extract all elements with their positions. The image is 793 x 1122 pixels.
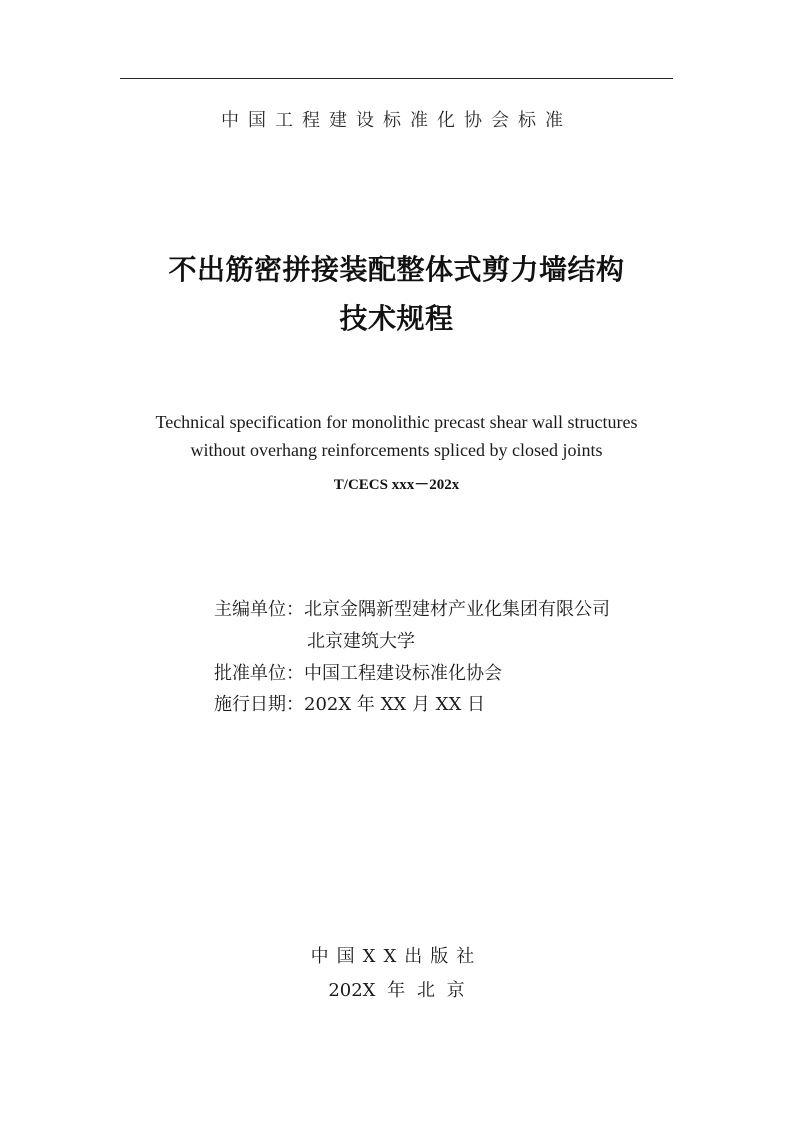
- chief-editor-value-2: 北京建筑大学: [307, 631, 415, 652]
- standard-code: T/CECS xxx－202x: [333, 477, 460, 493]
- organization-standard-heading: 中国工程建设标准化协会标准: [221, 110, 572, 131]
- approver-label: 批准单位：: [214, 663, 304, 684]
- publication-year-place: 202X 年 北 京: [328, 980, 465, 1001]
- chief-editor-row: [214, 595, 610, 621]
- effective-date-value: 202X 年 XX 月 XX 日: [304, 694, 486, 715]
- document-title-line-2: 技术规程: [339, 302, 454, 335]
- top-rule: [120, 78, 673, 79]
- english-title-line-2: without overhang reinforcements spliced by closed joints: [190, 440, 603, 460]
- approver-value: 中国工程建设标准化协会: [304, 663, 502, 684]
- document-title-line-1: 不出筋密拼接装配整体式剪力墙结构: [168, 253, 625, 286]
- publisher-name: 中国XX出版社: [310, 946, 483, 967]
- chief-editor-value-1: 北京金隅新型建材产业化集团有限公司: [304, 599, 610, 620]
- chief-editor-row-2: [307, 627, 415, 653]
- chief-editor-label: 主编单位：: [214, 599, 304, 620]
- english-title-line-1: Technical specification for monolithic precast shear wall structures: [155, 412, 638, 432]
- effective-date-label: 施行日期：: [214, 694, 304, 715]
- effective-date-row: [214, 690, 485, 716]
- approver-row: [214, 659, 502, 685]
